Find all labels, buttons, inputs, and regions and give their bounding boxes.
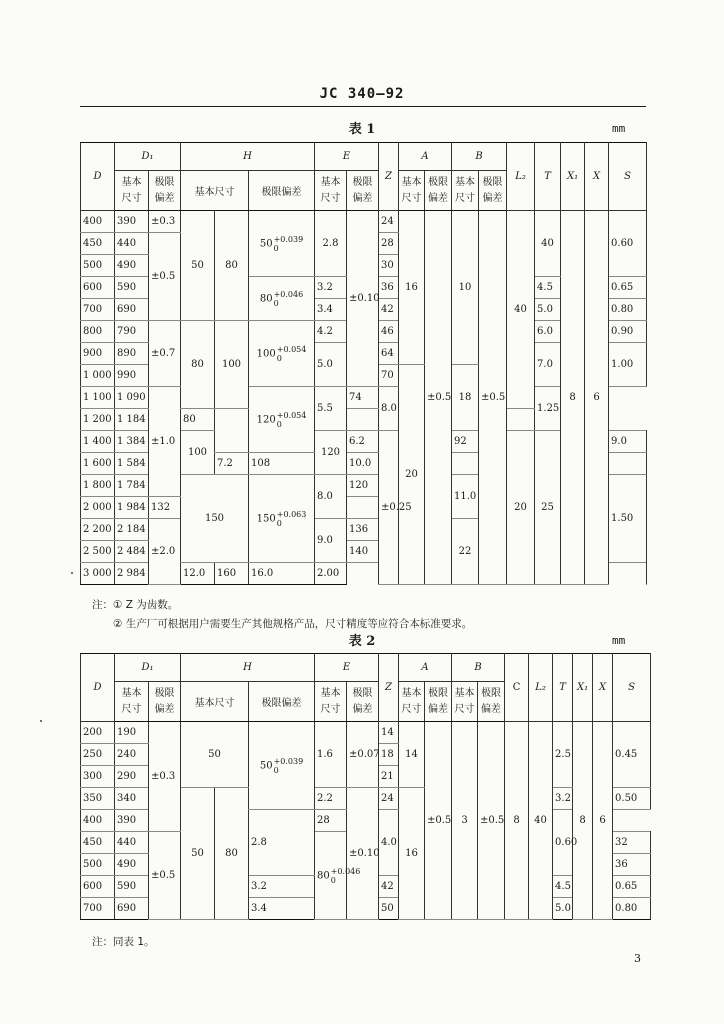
- e-tol-header: 极限偏差: [347, 171, 379, 211]
- page-number: 3: [634, 952, 641, 965]
- table2-unit: mm: [612, 634, 626, 647]
- table-cell: 1 100: [81, 387, 115, 409]
- table-cell: 2.5: [553, 722, 573, 788]
- h-tol-header: 极限偏差: [249, 171, 315, 211]
- table-cell: 1 800: [81, 475, 115, 497]
- table-cell: 8: [505, 722, 529, 920]
- table-cell: 25: [535, 431, 561, 585]
- table-cell: 390: [115, 211, 149, 233]
- table-cell: 28: [315, 810, 347, 832]
- table-cell: 14: [379, 722, 399, 744]
- table1-note-2: ② 生产厂可根据用户需要生产其他规格产品，尺寸精度等应符合本标准要求。: [113, 618, 473, 630]
- t2-col-Z: Z: [379, 654, 399, 722]
- table-cell: 6: [585, 211, 609, 585]
- col-T: T: [535, 143, 561, 211]
- table-cell: 1 400: [81, 431, 115, 453]
- table-cell: 990: [115, 365, 149, 387]
- table-cell: 800: [81, 321, 115, 343]
- table-cell: 1 200: [81, 409, 115, 431]
- table-cell: 2 484: [115, 541, 149, 563]
- t2-h-tol-50: 50+0.039 0: [249, 722, 315, 810]
- table-cell: 3.4: [315, 299, 347, 321]
- table-cell: 0.65: [613, 876, 651, 898]
- table-cell: 11.0: [452, 475, 479, 519]
- table-cell: 160: [215, 563, 249, 585]
- table-cell: 0.90: [609, 321, 647, 343]
- table-cell: 80: [215, 211, 249, 321]
- t2-col-X1: X₁: [573, 654, 593, 722]
- table-cell: 1.00: [609, 343, 647, 387]
- table-cell: 490: [115, 255, 149, 277]
- t2-col-E: E: [315, 654, 379, 682]
- table-cell: 190: [115, 722, 149, 744]
- table-cell: 0.80: [609, 299, 647, 321]
- table-cell: 1 784: [115, 475, 149, 497]
- table-cell: 700: [81, 299, 115, 321]
- table-cell: ±0.5: [479, 211, 507, 585]
- table-cell: 100: [215, 321, 249, 409]
- table-cell: 36: [379, 277, 399, 299]
- table-cell: 4.2: [315, 321, 347, 343]
- table-cell: 42: [379, 876, 399, 898]
- table-cell: 600: [81, 876, 115, 898]
- col-A: A: [399, 143, 452, 171]
- col-Z: Z: [379, 143, 399, 211]
- table-cell: 450: [81, 832, 115, 854]
- table-cell: 24: [379, 211, 399, 233]
- table-cell: 1 600: [81, 453, 115, 475]
- col-B: B: [452, 143, 507, 171]
- t2-col-L2: L₂: [529, 654, 553, 722]
- table-cell: 4.5: [553, 876, 573, 898]
- table1-caption: 表 1: [348, 122, 376, 137]
- table-cell: 3.2: [249, 876, 315, 898]
- table-cell: 2 984: [115, 563, 149, 585]
- table-cell: 1 090: [115, 387, 149, 409]
- table-cell: 2.2: [315, 788, 347, 810]
- table-cell: 0.45: [613, 722, 651, 788]
- table-cell: 2.00: [315, 563, 347, 585]
- table-cell: 40: [535, 211, 561, 277]
- table-cell: 400: [81, 810, 115, 832]
- table-cell: 8.0: [379, 387, 399, 431]
- t2-col-H: H: [181, 654, 315, 682]
- table-cell: 500: [81, 255, 115, 277]
- table-cell: 600: [81, 277, 115, 299]
- h-basic-header: 基本尺寸: [181, 171, 249, 211]
- table-cell: 7.2: [215, 453, 249, 475]
- table-cell: 9.0: [609, 431, 647, 453]
- table-cell: 590: [115, 876, 149, 898]
- table-cell: 3 000: [81, 563, 115, 585]
- d1-tol-header: 极限偏差: [149, 171, 181, 211]
- table-cell: 100: [181, 431, 215, 475]
- table-cell: 3.2: [553, 788, 573, 810]
- table-cell: 0.65: [609, 277, 647, 299]
- table-cell: ±0.5: [425, 722, 452, 920]
- table-cell: 400: [81, 211, 115, 233]
- table-cell: 2 000: [81, 497, 115, 519]
- table-cell: 1.25: [535, 387, 561, 431]
- t2-col-T: T: [553, 654, 573, 722]
- table-cell: 1 584: [115, 453, 149, 475]
- table-cell: 8.0: [315, 475, 347, 519]
- table-cell: 42: [379, 299, 399, 321]
- table-cell: 290: [115, 766, 149, 788]
- table-cell: 890: [115, 343, 149, 365]
- table-cell: 1 384: [115, 431, 149, 453]
- table-cell: ±1.0: [149, 387, 181, 497]
- table-cell: 46: [379, 321, 399, 343]
- t2-h-tol-80: 80+0.046 0: [315, 832, 347, 920]
- col-L2: L₂: [507, 143, 535, 211]
- scan-speck: [40, 720, 42, 722]
- table-cell: 108: [249, 453, 315, 475]
- table-cell: 16: [399, 211, 425, 365]
- table-cell: 5.5: [315, 387, 347, 431]
- table1-unit: mm: [612, 122, 626, 135]
- table-cell: ±0.5: [149, 233, 181, 321]
- table-cell: 5.0: [535, 299, 561, 321]
- table-cell: 6.0: [535, 321, 561, 343]
- table-cell: 132: [149, 497, 181, 519]
- t2-col-C: C: [505, 654, 529, 722]
- table-cell: 690: [115, 898, 149, 920]
- table-cell: 1 984: [115, 497, 149, 519]
- t2-col-S: S: [613, 654, 651, 722]
- table-cell: 1 184: [115, 409, 149, 431]
- table-cell: 136: [347, 519, 379, 541]
- d1-basic-header: 基本尺寸: [115, 171, 149, 211]
- table-cell: 80: [181, 409, 215, 431]
- table-cell: 2.8: [249, 810, 315, 876]
- col-X1: X₁: [561, 143, 585, 211]
- table-cell: 0.80: [613, 898, 651, 920]
- table-cell: 2.8: [315, 211, 347, 277]
- table-cell: 390: [115, 810, 149, 832]
- table-cell: 36: [613, 854, 651, 876]
- table-cell: 16: [399, 788, 425, 920]
- table-cell: 20: [507, 431, 535, 585]
- table-cell: 18: [452, 365, 479, 431]
- table-cell: 900: [81, 343, 115, 365]
- col-D1: D₁: [115, 143, 181, 171]
- table-cell: 490: [115, 854, 149, 876]
- h-tol-120: 120+0.054 0: [249, 387, 315, 453]
- table-cell: 450: [81, 233, 115, 255]
- table-cell: 1 000: [81, 365, 115, 387]
- col-E: E: [315, 143, 379, 171]
- table-cell: 200: [81, 722, 115, 744]
- h-tol-50: 50+0.039 0: [249, 211, 315, 277]
- table-cell: 9.0: [315, 519, 347, 563]
- table-cell: 10: [452, 211, 479, 365]
- table-cell: 18: [379, 744, 399, 766]
- table-cell: ±0.5: [425, 211, 452, 585]
- table-cell: 1.50: [609, 475, 647, 563]
- table-cell: 12.0: [181, 563, 215, 585]
- t2-col-A: A: [399, 654, 452, 682]
- table-cell: 690: [115, 299, 149, 321]
- table-cell: 140: [347, 541, 379, 563]
- table1-note-1: 注：① Z 为齿数。: [92, 599, 179, 611]
- table-cell: [215, 409, 249, 453]
- table-cell: 250: [81, 744, 115, 766]
- t2-col-B: B: [452, 654, 505, 682]
- table-cell: 0.50: [613, 788, 651, 810]
- table-cell: 440: [115, 832, 149, 854]
- table-cell: 4.5: [535, 277, 561, 299]
- table-cell: 92: [452, 431, 479, 453]
- col-X: X: [585, 143, 609, 211]
- table-cell: 8: [573, 722, 593, 920]
- table-cell: 20: [399, 365, 425, 585]
- table-cell: 590: [115, 277, 149, 299]
- table-cell: 22: [452, 519, 479, 585]
- e-basic-header: 基本尺寸: [315, 171, 347, 211]
- header-rule: [80, 106, 646, 107]
- table-cell: 14: [399, 722, 425, 788]
- h-tol-150: 150+0.063 0: [249, 475, 315, 563]
- table-cell: 3.4: [249, 898, 315, 920]
- col-D: D: [81, 143, 115, 211]
- table-row: [81, 722, 651, 744]
- table-cell: 32: [613, 832, 651, 854]
- table-cell: 0.60: [553, 810, 573, 876]
- table-cell: ±0.25: [379, 431, 399, 585]
- b-basic-header: 基本尺寸: [452, 171, 479, 211]
- table-cell: ±0.10: [347, 211, 379, 387]
- table-cell: ±0.10: [347, 788, 379, 920]
- table-cell: 4.0: [379, 810, 399, 876]
- a-tol-header: 极限偏差: [425, 171, 452, 211]
- table-cell: 2 500: [81, 541, 115, 563]
- table-cell: 24: [379, 788, 399, 810]
- table-cell: 2 184: [115, 519, 149, 541]
- table-cell: ±0.3: [149, 211, 181, 233]
- table-cell: 16.0: [249, 563, 315, 585]
- table-cell: ±0.7: [149, 321, 181, 387]
- t2-col-D1: D₁: [115, 654, 181, 682]
- table-cell: 10.0: [347, 453, 379, 475]
- table-cell: 50: [379, 898, 399, 920]
- table-cell: 120: [315, 431, 347, 475]
- document-header: JC 340—92: [319, 86, 405, 102]
- table-cell: 6.2: [347, 431, 379, 453]
- table-cell: ±2.0: [149, 519, 181, 585]
- table-cell: 74: [347, 387, 379, 409]
- table-cell: 440: [115, 233, 149, 255]
- b-tol-header: 极限偏差: [479, 171, 507, 211]
- table-cell: 5.0: [553, 898, 573, 920]
- table-cell: ±0.5: [478, 722, 505, 920]
- table-cell: 1.6: [315, 722, 347, 788]
- t2-col-X: X: [593, 654, 613, 722]
- table-cell: 3.2: [315, 277, 347, 299]
- table-cell: 30: [379, 255, 399, 277]
- t2-col-D: D: [81, 654, 115, 722]
- table-cell: 21: [379, 766, 399, 788]
- table2: D D₁ H E Z A B C L₂ T X₁ X S 基本尺寸 极限偏差 基本尺寸 极限偏差 基本尺寸 极限偏差 基本尺寸 极限偏差 基本尺寸 极限偏差 200 190 ±0.3 50 50+0.039 0 1.6 ±0.07 14 14 ±0.5 3 ±0.5 8 40 2.5 8 6 0.45 250 240 18 300 290 21 350 340 50 80 2.2 ±0.10 24 16 3.2 0.50 400 390 2.8 28 4.0 0.60 450 440 ±0.5 80+0.046 0 32 500 490 36 600 590 3.2 42 4.5 0.65 700 690 3.4 50 5.0 0.80: [80, 653, 651, 920]
- col-S: S: [609, 143, 647, 211]
- table-cell: 64: [379, 343, 399, 365]
- table-cell: 300: [81, 766, 115, 788]
- col-H: H: [181, 143, 315, 171]
- table-cell: 500: [81, 854, 115, 876]
- table-cell: ±0.5: [149, 832, 181, 920]
- h-tol-100: 100+0.054 0: [249, 321, 315, 387]
- table-cell: 5.0: [315, 343, 347, 387]
- table-cell: 70: [379, 365, 399, 387]
- table-cell: 240: [115, 744, 149, 766]
- table-cell: 50: [181, 211, 215, 321]
- table-cell: 8: [561, 211, 585, 585]
- table-cell: 120: [347, 475, 379, 497]
- table-cell: 50: [181, 722, 249, 788]
- table2-note: 注：同表 1。: [92, 936, 155, 948]
- table1: [80, 142, 647, 585]
- table-cell: 0.60: [609, 211, 647, 277]
- table-cell: 80: [181, 321, 215, 409]
- table-cell: 40: [507, 211, 535, 409]
- a-basic-header: 基本尺寸: [399, 171, 425, 211]
- table-cell: 700: [81, 898, 115, 920]
- table-cell: 2 200: [81, 519, 115, 541]
- table-cell: 790: [115, 321, 149, 343]
- table-cell: 3: [452, 722, 478, 920]
- table-row: [81, 211, 647, 233]
- table-cell: 350: [81, 788, 115, 810]
- table-cell: 150: [181, 475, 249, 563]
- table-cell: 50: [181, 788, 215, 920]
- table-cell: 40: [529, 722, 553, 920]
- table-cell: 80: [215, 788, 249, 920]
- table2-caption: 表 2: [348, 634, 376, 649]
- table-cell: ±0.07: [347, 722, 379, 788]
- scan-speck: [71, 572, 73, 574]
- table-cell: 6: [593, 722, 613, 920]
- table-cell: 28: [379, 233, 399, 255]
- table-cell: ±0.3: [149, 722, 181, 832]
- table-cell: 340: [115, 788, 149, 810]
- h-tol-80: 80+0.046 0: [249, 277, 315, 321]
- table-cell: 7.0: [535, 343, 561, 387]
